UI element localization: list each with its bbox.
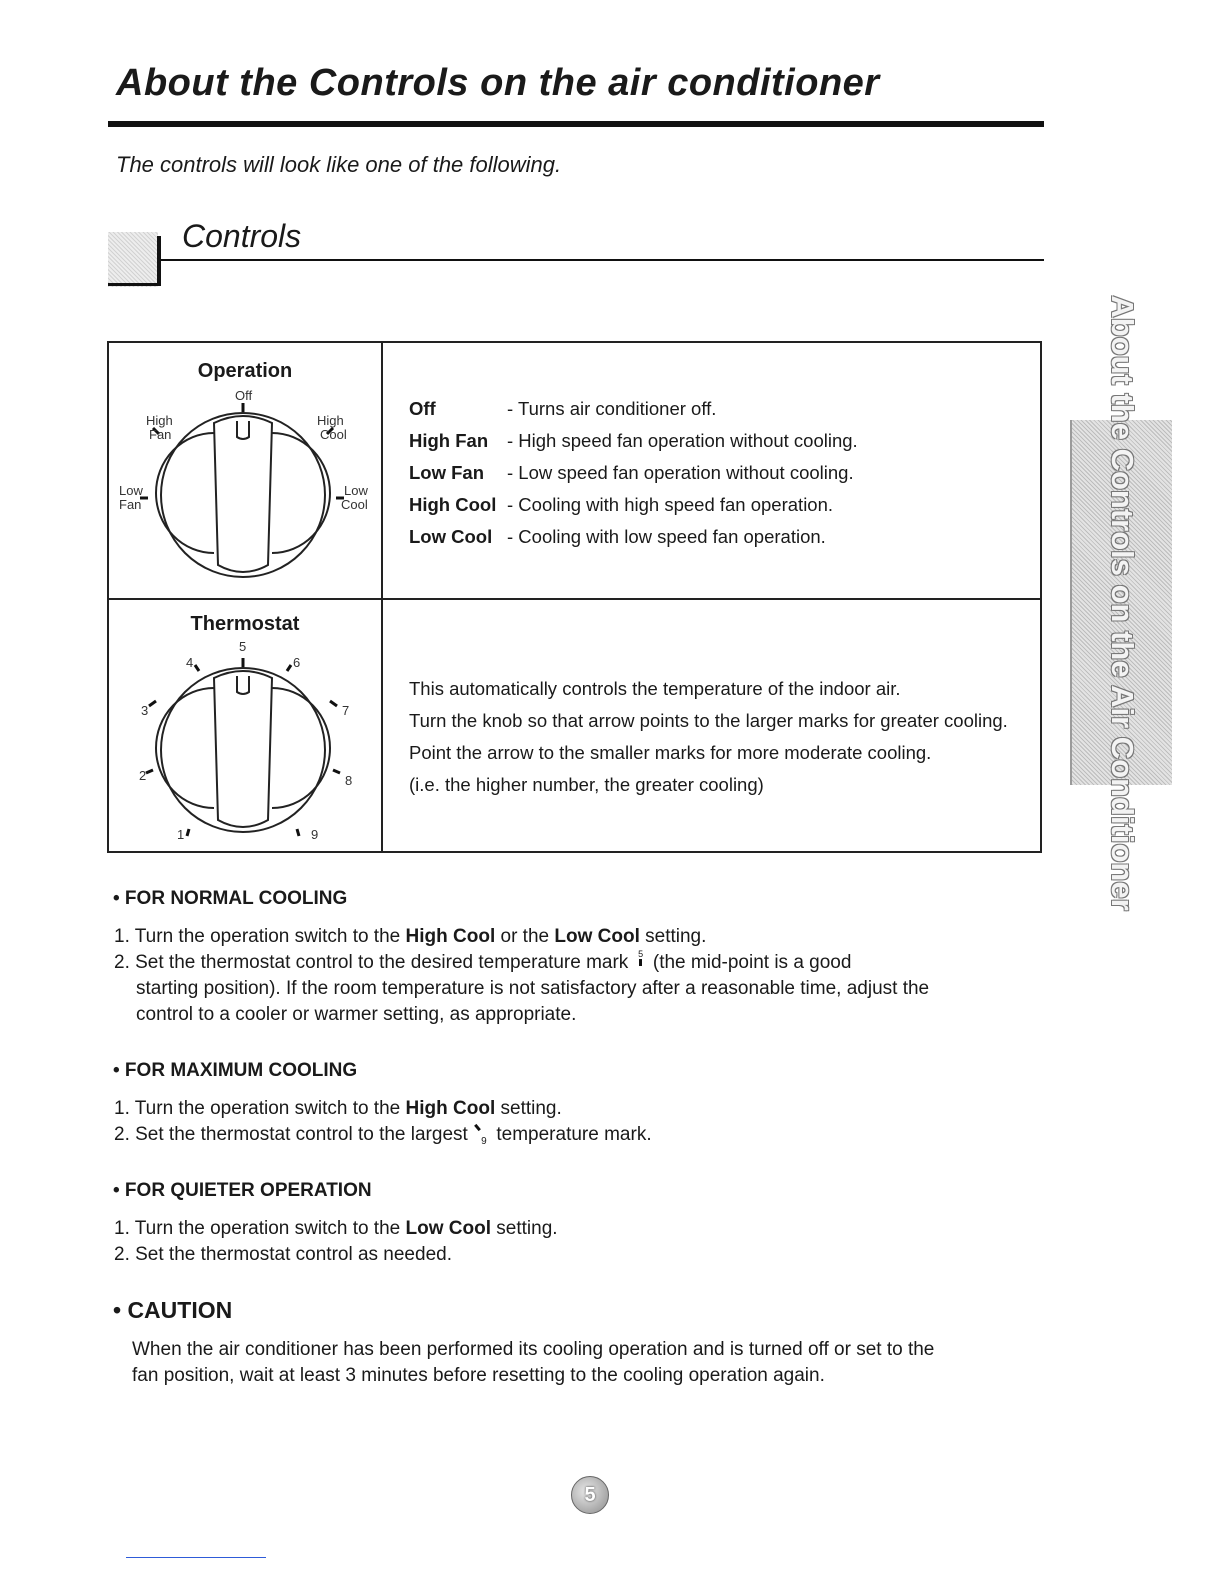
- op-desc-text: - Turns air conditioner off.: [507, 398, 717, 419]
- dial-label-high-cool-2: Cool: [320, 427, 347, 442]
- section-bracket-foot: [108, 283, 161, 286]
- dial-label-low-cool-2: Cool: [341, 497, 368, 512]
- step-text: 2. Set the thermostat control to the largest: [114, 1124, 468, 1145]
- thermostat-desc-line: (i.e. the higher number, the greater cooling): [409, 774, 764, 795]
- largest-mark-number: 9: [481, 1136, 487, 1147]
- step-text: setting.: [495, 1098, 562, 1119]
- step-bold: Low Cool: [554, 926, 640, 947]
- quieter-operation-step-2: 2. Set the thermostat control as needed.: [114, 1244, 452, 1265]
- operation-dial: [109, 343, 381, 598]
- thermostat-desc-line: Turn the knob so that arrow points to the larger marks for greater cooling.: [409, 710, 1008, 731]
- thermostat-mark-3: 3: [141, 703, 149, 718]
- dial-label-high-cool-1: High: [317, 413, 344, 428]
- step-bold: High Cool: [405, 926, 496, 947]
- side-tab: [1070, 294, 1172, 911]
- thermostat-mark-4: 4: [186, 655, 194, 670]
- thermostat-mark-1: 1: [177, 827, 185, 842]
- section-marker: [108, 232, 158, 287]
- op-desc-name: Off: [409, 398, 436, 419]
- thermostat-mark-9: 9: [311, 827, 319, 842]
- dial-label-off: Off: [235, 388, 253, 403]
- section-rule: [158, 259, 1044, 261]
- bottom-link-line: [126, 1557, 266, 1558]
- op-desc-high-fan: [409, 430, 858, 452]
- section-bracket: [157, 236, 161, 286]
- thermostat-mark-2: 2: [139, 768, 147, 783]
- caution-line-1: When the air conditioner has been performed its cooling operation and is turned off or set to the: [132, 1339, 935, 1360]
- step-text: 2. Set the thermostat control to the desired temperature mark: [114, 952, 629, 973]
- quieter-operation-heading: • FOR QUIETER OPERATION: [113, 1180, 372, 1201]
- op-desc-text: - Cooling with low speed fan operation.: [507, 526, 826, 547]
- thermostat-mark-7: 7: [342, 703, 350, 718]
- step-bold: Low Cool: [405, 1218, 491, 1239]
- op-desc-low-fan: [409, 462, 854, 484]
- op-desc-name: Low Fan: [409, 462, 485, 483]
- op-desc-text: - High speed fan operation without cooling.: [507, 430, 858, 451]
- op-desc-text: - Cooling with high speed fan operation.: [507, 494, 834, 515]
- op-desc-text: - Low speed fan operation without cooling.: [507, 462, 854, 483]
- normal-cooling-step-2: [114, 950, 851, 975]
- largest-mark-icon: [473, 1122, 491, 1150]
- maximum-cooling-step-1: [114, 1096, 562, 1121]
- thermostat-desc-line: This automatically controls the temperature of the indoor air.: [409, 678, 901, 699]
- normal-cooling-step-1: [114, 924, 706, 949]
- table-column-divider: [381, 343, 383, 851]
- mid-point-mark-number: 5: [638, 949, 644, 959]
- thermostat-dial-title: Thermostat: [190, 613, 300, 635]
- step-text: 1. Turn the operation switch to the: [114, 926, 406, 947]
- dial-label-high-fan-2: Fan: [149, 427, 172, 442]
- op-desc-off: [409, 398, 716, 420]
- maximum-cooling-step-2: [114, 1122, 652, 1150]
- thermostat-desc-line: Point the arrow to the smaller marks for more moderate cooling.: [409, 742, 932, 763]
- caution-line-2: fan position, wait at least 3 minutes before resetting to the cooling operation again.: [132, 1365, 825, 1386]
- op-desc-high-cool: [409, 494, 833, 516]
- step-text: 1. Turn the operation switch to the: [114, 1218, 406, 1239]
- thermostat-mark-8: 8: [345, 773, 353, 788]
- step-text: setting.: [491, 1218, 558, 1239]
- step-bold: High Cool: [405, 1098, 496, 1119]
- dial-label-low-cool-1: Low: [344, 483, 368, 498]
- step-text: 1. Turn the operation switch to the: [114, 1098, 406, 1119]
- thermostat-mark-5: 5: [239, 639, 247, 654]
- normal-cooling-heading: • FOR NORMAL COOLING: [113, 888, 348, 909]
- dial-label-low-fan-1: Low: [119, 483, 143, 498]
- dial-label-low-fan-2: Fan: [119, 497, 142, 512]
- op-desc-low-cool: [409, 526, 826, 548]
- mid-point-mark-icon: [634, 950, 648, 966]
- title-rule: [108, 121, 1044, 127]
- op-desc-name: High Cool: [409, 494, 497, 515]
- operation-dial-title: Operation: [197, 360, 293, 382]
- thermostat-dial: [109, 598, 381, 853]
- normal-cooling-step-2-line-2: starting position). If the room temperature is not satisfactory after a reasonable time, adjust the: [136, 978, 930, 999]
- controls-table: [107, 341, 1042, 853]
- step-text: temperature mark.: [496, 1124, 652, 1145]
- section-title: Controls: [182, 218, 302, 254]
- normal-cooling-step-2-line-3: control to a cooler or warmer setting, as appropriate.: [136, 1004, 577, 1025]
- page-title: About the Controls on the air conditioner: [116, 62, 880, 104]
- side-tab-label: About the Controls on the Air Conditioner: [1105, 294, 1140, 911]
- dial-label-high-fan-1: High: [146, 413, 173, 428]
- thermostat-mark-6: 6: [293, 655, 301, 670]
- maximum-cooling-heading: • FOR MAXIMUM COOLING: [113, 1060, 358, 1081]
- op-desc-name: Low Cool: [409, 526, 493, 547]
- caution-heading: • CAUTION: [113, 1297, 233, 1323]
- step-text: setting.: [639, 926, 707, 947]
- subtitle: The controls will look like one of the following.: [116, 152, 562, 177]
- step-text: or the: [495, 926, 555, 947]
- op-desc-name: High Fan: [409, 430, 489, 451]
- step-text: (the mid-point is a good: [652, 952, 852, 973]
- page-number: 5: [571, 1476, 609, 1514]
- quieter-operation-step-1: [114, 1216, 558, 1241]
